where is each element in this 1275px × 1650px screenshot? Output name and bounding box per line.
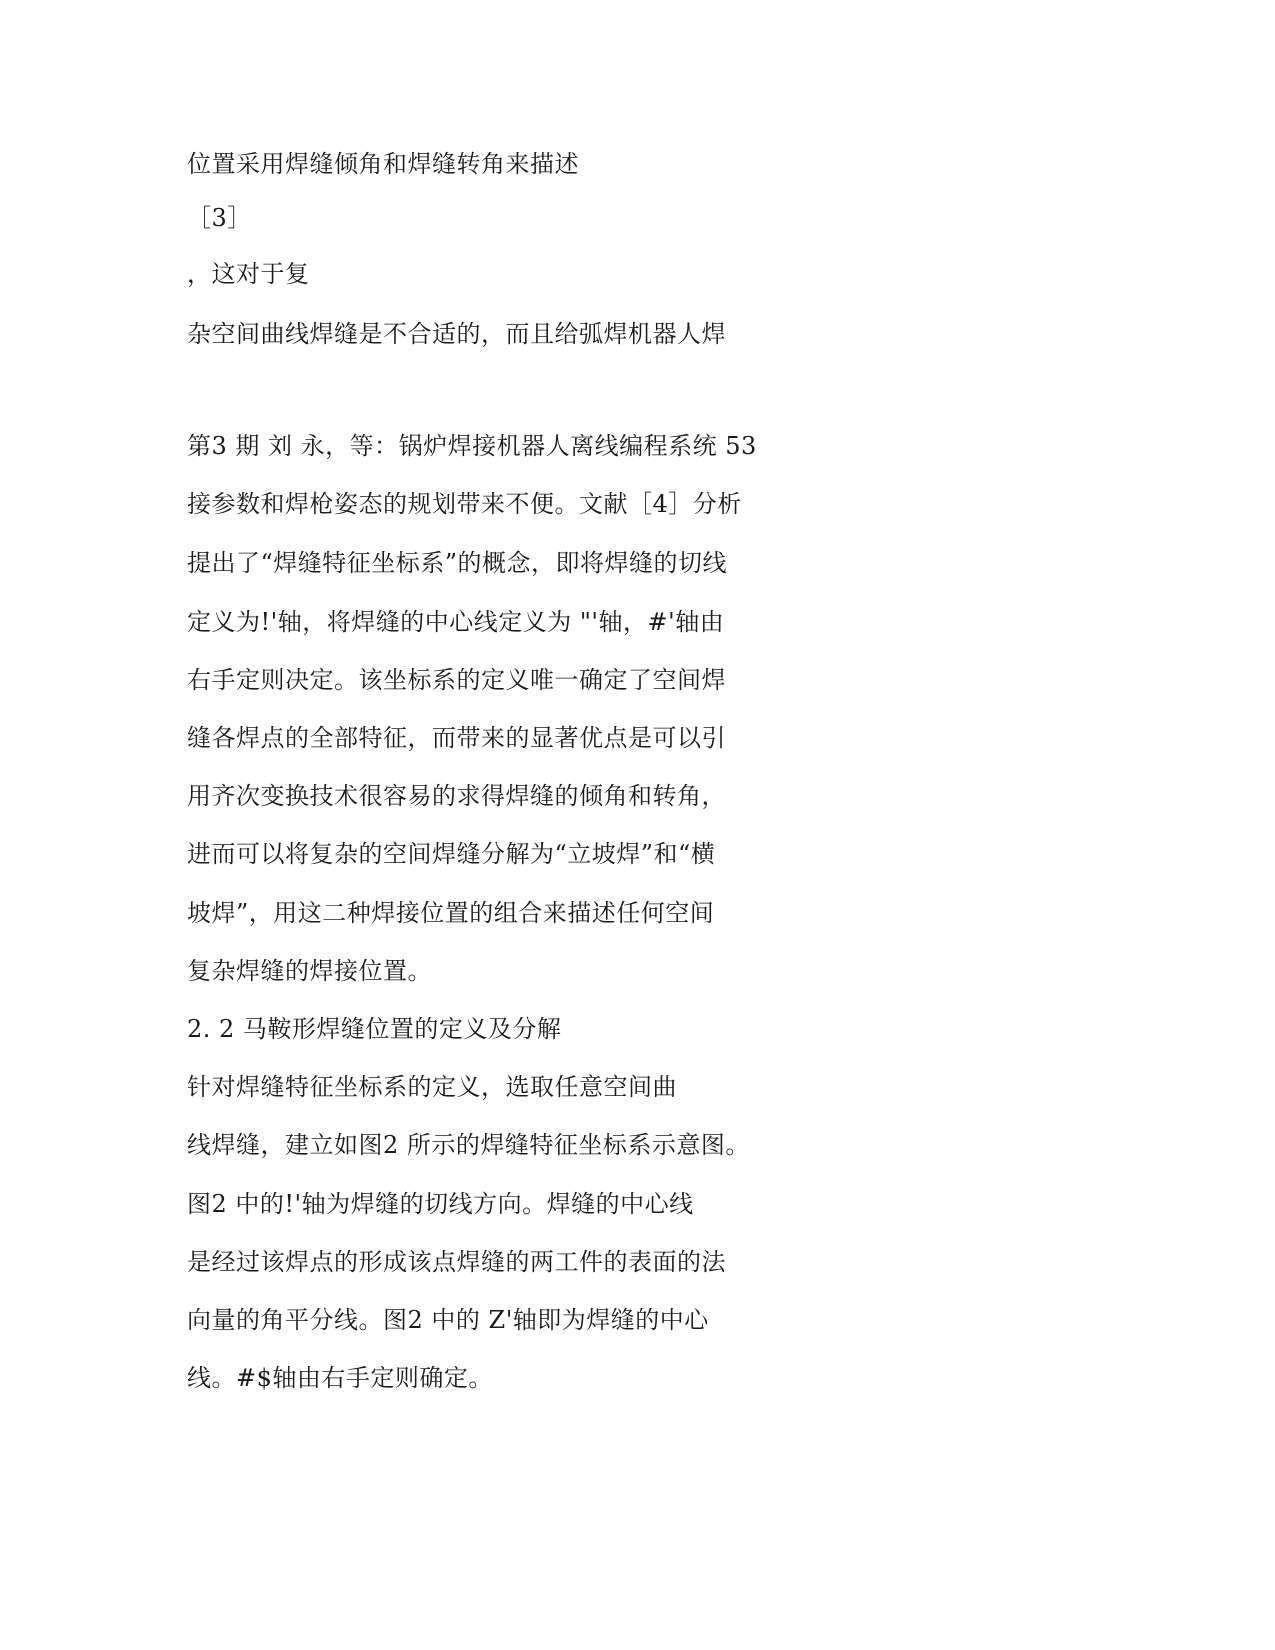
text-line: 向量的角平分线。图2 中的 Z'轴即为焊缝的中心 — [187, 1306, 709, 1334]
text-line: 进而可以将复杂的空间焊缝分解为“立坡焊”和“横 — [187, 840, 716, 868]
text-line: 是经过该焊点的形成该点焊缝的两工件的表面的法 — [187, 1248, 726, 1276]
text-line: 缝各焊点的全部特征，而带来的显著优点是可以引 — [187, 724, 726, 752]
text-line: 针对焊缝特征坐标系的定义，选取任意空间曲 — [187, 1073, 677, 1101]
text-line: ，这对于复 — [187, 260, 310, 288]
citation-ref: ［3］ — [187, 204, 252, 232]
text-line: 坡焊”，用这二种焊接位置的组合来描述任何空间 — [187, 899, 715, 927]
text-line: 杂空间曲线焊缝是不合适的，而且给弧焊机器人焊 — [187, 320, 726, 348]
text-line: 提出了“焊缝特征坐标系”的概念，即将焊缝的切线 — [187, 549, 728, 577]
text-line: 定义为!'轴，将焊缝的中心线定义为 "'轴，#'轴由 — [187, 608, 725, 636]
text-line: 图2 中的!'轴为焊缝的切线方向。焊缝的中心线 — [187, 1190, 694, 1218]
text-line: 接参数和焊枪姿态的规划带来不便。文献［4］分析 — [187, 490, 742, 518]
text-line: 位置采用焊缝倾角和焊缝转角来描述 — [187, 150, 579, 178]
running-header: 第3 期 刘 永，等：锅炉焊接机器人离线编程系统 53 — [187, 432, 757, 460]
text-line: 右手定则决定。该坐标系的定义唯一确定了空间焊 — [187, 666, 726, 694]
section-heading: 2. 2 马鞍形焊缝位置的定义及分解 — [187, 1015, 562, 1043]
text-line: 线。#$轴由右手定则确定。 — [187, 1364, 493, 1392]
text-line: 用齐次变换技术很容易的求得焊缝的倾角和转角， — [187, 782, 726, 810]
text-line: 线焊缝，建立如图2 所示的焊缝特征坐标系示意图。 — [187, 1131, 750, 1159]
text-line: 复杂焊缝的焊接位置。 — [187, 957, 432, 985]
